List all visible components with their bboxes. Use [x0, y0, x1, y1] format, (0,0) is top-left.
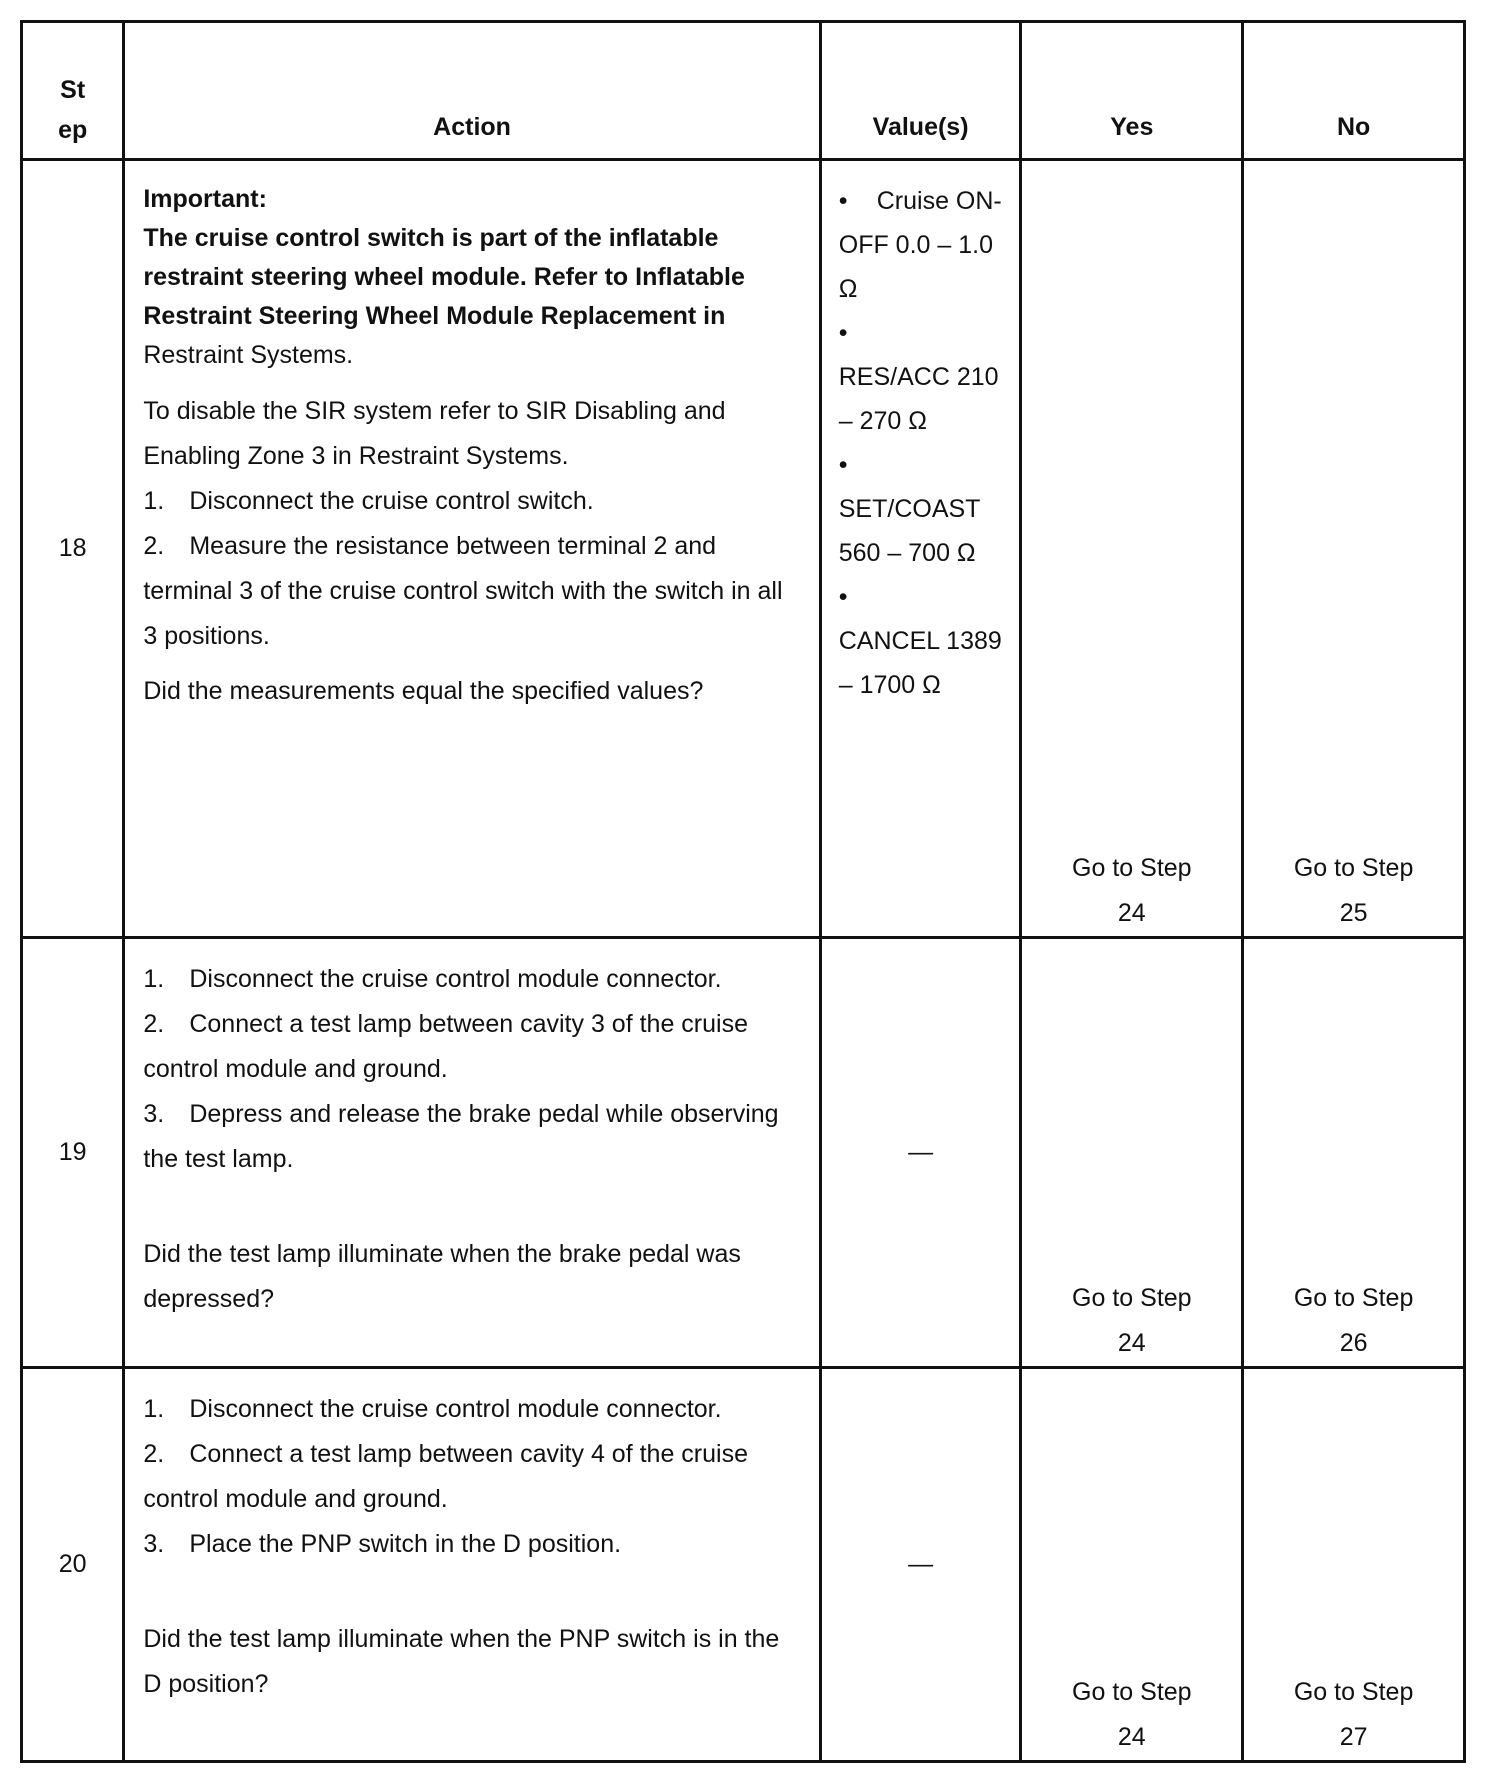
- values-cell: [820, 160, 1021, 938]
- action-cell: [124, 938, 820, 1368]
- action-cell: [124, 1368, 820, 1762]
- value-item: • Cruise ON-OFF 0.0 – 1.0 Ω: [838, 187, 1002, 303]
- header-values: Value(s): [820, 22, 1021, 160]
- header-row: [22, 22, 1465, 160]
- header-step: [22, 22, 124, 160]
- no-cell: Go to Step 26: [1243, 938, 1465, 1368]
- value-item: • SET/COAST 560 – 700 Ω: [838, 451, 980, 567]
- list-item: 2. Connect a test lamp between cavity 4 of the cruise control module and ground.: [143, 1440, 748, 1513]
- values-cell: [820, 938, 1021, 1368]
- header-step-line1: St: [60, 76, 86, 104]
- action-cell: [124, 160, 820, 938]
- step-number: 19: [22, 938, 124, 1368]
- yes-cell: Go to Step 24: [1021, 938, 1243, 1368]
- question-text: Did the measurements equal the specified values?: [143, 677, 704, 705]
- list-item: 1. Disconnect the cruise control module connector.: [143, 1395, 722, 1423]
- value-dash: —: [908, 1550, 934, 1578]
- value-item: • RES/ACC 210 – 270 Ω: [838, 319, 999, 435]
- question-text: Did the test lamp illuminate when the brake pedal was depressed?: [143, 1240, 741, 1313]
- list-item: 3. Depress and release the brake pedal while observing the test lamp.: [143, 1100, 779, 1173]
- value-item: • CANCEL 1389 – 1700 Ω: [838, 583, 1002, 699]
- list-item: 2. Measure the resistance between terminal 2 and terminal 3 of the cruise control switch with the switch in all 3 positions.: [143, 532, 783, 650]
- sir-note: To disable the SIR system refer to SIR Disabling and Enabling Zone 3 in Restraint Systems.: [143, 397, 726, 470]
- header-yes: Yes: [1021, 22, 1243, 160]
- table-row: [22, 160, 1465, 938]
- yes-cell: Go to Step 24: [1021, 160, 1243, 938]
- list-item: 1. Disconnect the cruise control switch.: [143, 487, 594, 515]
- step-number: 18: [22, 160, 124, 938]
- header-action: Action: [124, 22, 820, 160]
- values-cell: [820, 1368, 1021, 1762]
- yes-cell: Go to Step 24: [1021, 1368, 1243, 1762]
- list-item: 2. Connect a test lamp between cavity 3 of the cruise control module and ground.: [143, 1010, 748, 1083]
- important-title: Important:: [143, 185, 267, 213]
- header-no: No: [1243, 22, 1465, 160]
- important-body: The cruise control switch is part of the inflatable restraint steering wheel module. Refer to Inflatable Restraint Steering Wheel Module Replacement in Restraint Systems.: [143, 224, 745, 369]
- value-dash: —: [908, 1138, 934, 1166]
- header-step-line2: ep: [58, 116, 88, 144]
- question-text: Did the test lamp illuminate when the PNP switch is in the D position?: [143, 1625, 780, 1698]
- table-row: [22, 1368, 1465, 1762]
- no-cell: Go to Step 25: [1243, 160, 1465, 938]
- list-item: 1. Disconnect the cruise control module connector.: [143, 965, 722, 993]
- step-number: 20: [22, 1368, 124, 1762]
- no-cell: Go to Step 27: [1243, 1368, 1465, 1762]
- table-row: [22, 938, 1465, 1368]
- diagnostic-table: [20, 20, 1466, 1763]
- list-item: 3. Place the PNP switch in the D position.: [143, 1530, 622, 1558]
